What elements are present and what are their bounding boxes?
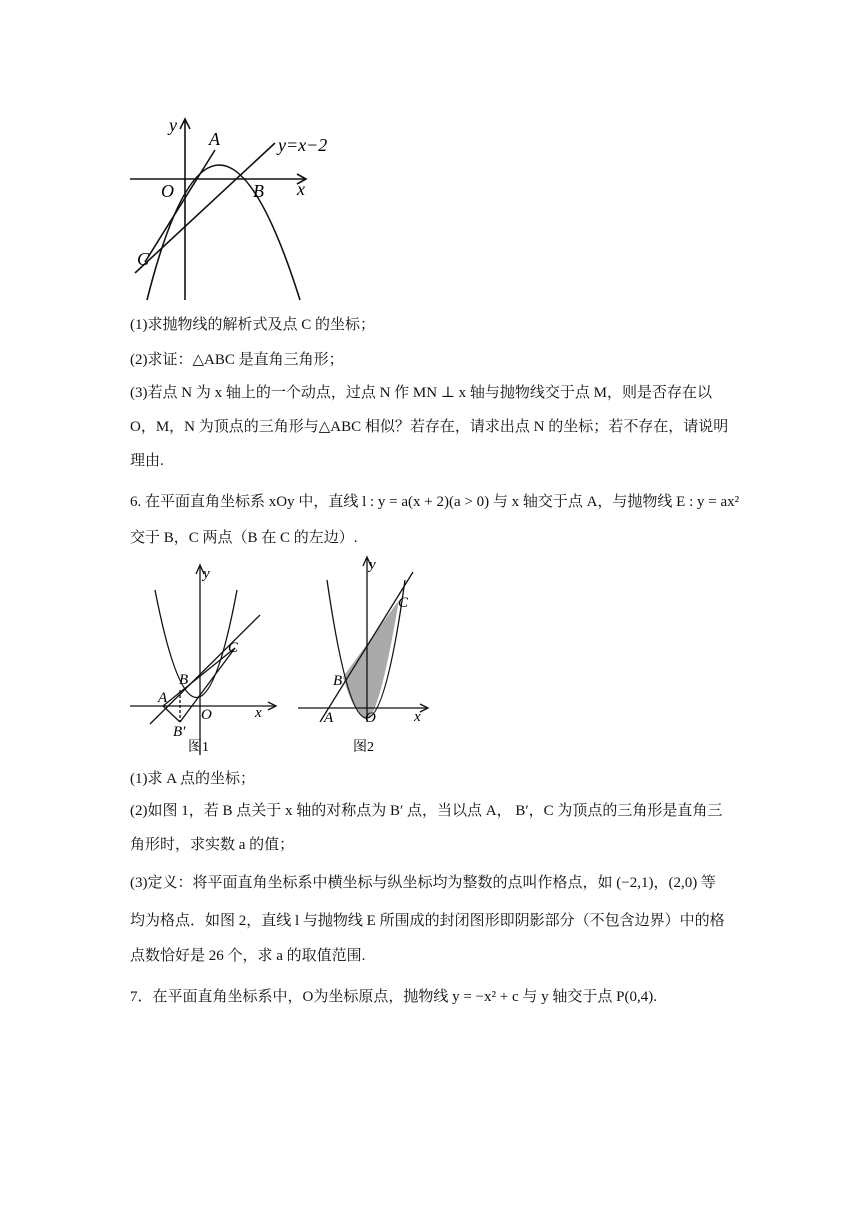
label-A: A <box>209 129 220 149</box>
p6-q3-line3: 点数恰好是 26 个，求 a 的取值范围. <box>130 948 366 964</box>
fig2-label-O: O <box>365 710 376 726</box>
fig1-label-B: B <box>179 672 189 688</box>
fig1-parabola <box>155 590 237 698</box>
p6-q2-line2: 角形时，求实数 a 的值； <box>130 837 295 853</box>
label-O: O <box>161 181 174 201</box>
figure-parabola-line <box>125 115 350 305</box>
p6-q1: (1)求 A 点的坐标； <box>130 771 255 787</box>
label-x: x <box>297 179 305 199</box>
p6-q3-line1: (3)定义：将平面直角坐标系中横坐标与纵坐标均为整数的点叫作格点，如 (−2,1)，(2,0) 等 <box>130 875 716 891</box>
figure-2 <box>295 552 440 760</box>
fig2-caption: 图2 <box>353 740 374 755</box>
p6-stem-line1: 6. 在平面直角坐标系 xOy 中，直线 l : y = a(x + 2)(a > 0) 与 x 轴交于点 A，与抛物线 E : y = ax² <box>130 494 740 510</box>
fig2-label-C: C <box>398 595 409 611</box>
p5-q3-line2: O，M，N 为顶点的三角形与△ABC 相似？若存在，请求出点 N 的坐标；若不存在，请说明 <box>130 419 729 435</box>
label-line: y=x−2 <box>278 135 328 155</box>
fig2-label-B: B <box>333 673 343 689</box>
segment-CA <box>145 150 215 262</box>
fig1-label-A: A <box>158 690 168 706</box>
p6-q3-line2: 均为格点．如图 2，直线 l 与抛物线 E 所围成的封闭图形即阴影部分（不包含边界）中的格 <box>130 913 725 929</box>
p5-q2: (2)求证：△ABC 是直角三角形； <box>130 352 344 368</box>
fig1-label-O: O <box>201 707 212 723</box>
p6-q2-line1: (2)如图 1，若 B 点关于 x 轴的对称点为 B′ 点，当以点 A， B′，C 为顶点的三角形是直角三 <box>130 803 723 819</box>
label-B: B <box>253 181 264 201</box>
fig2-label-A: A <box>324 710 334 726</box>
p7-stem: 7．在平面直角坐标系中，O为坐标原点，抛物线 y = −x² + c 与 y 轴交于点 P(0,4). <box>130 989 657 1005</box>
fig1-segment-ABp <box>163 706 180 722</box>
label-C: C <box>137 249 150 269</box>
fig1-label-Bp: B′ <box>173 724 186 740</box>
p5-q3-line3: 理由. <box>130 453 164 469</box>
fig1-label-x: x <box>255 705 262 721</box>
label-y: y <box>169 115 177 135</box>
fig1-caption: 图1 <box>188 740 209 755</box>
p6-stem-line2: 交于 B，C 两点（B 在 C 的左边）. <box>130 530 358 546</box>
fig2-label-y: y <box>369 557 376 573</box>
p5-q1: (1)求抛物线的解析式及点 C 的坐标； <box>130 317 375 333</box>
line-y-x-2 <box>135 143 275 273</box>
fig1-label-C: C <box>228 640 239 656</box>
p5-q3-line1: (3)若点 N 为 x 轴上的一个动点，过点 N 作 MN ⊥ x 轴与抛物线交于点 M，则是否存在以 <box>130 385 713 401</box>
fig1-label-y: y <box>203 566 210 582</box>
fig2-label-x: x <box>414 709 421 725</box>
fig2-shaded-region <box>343 600 399 718</box>
figure-1 <box>125 560 285 760</box>
